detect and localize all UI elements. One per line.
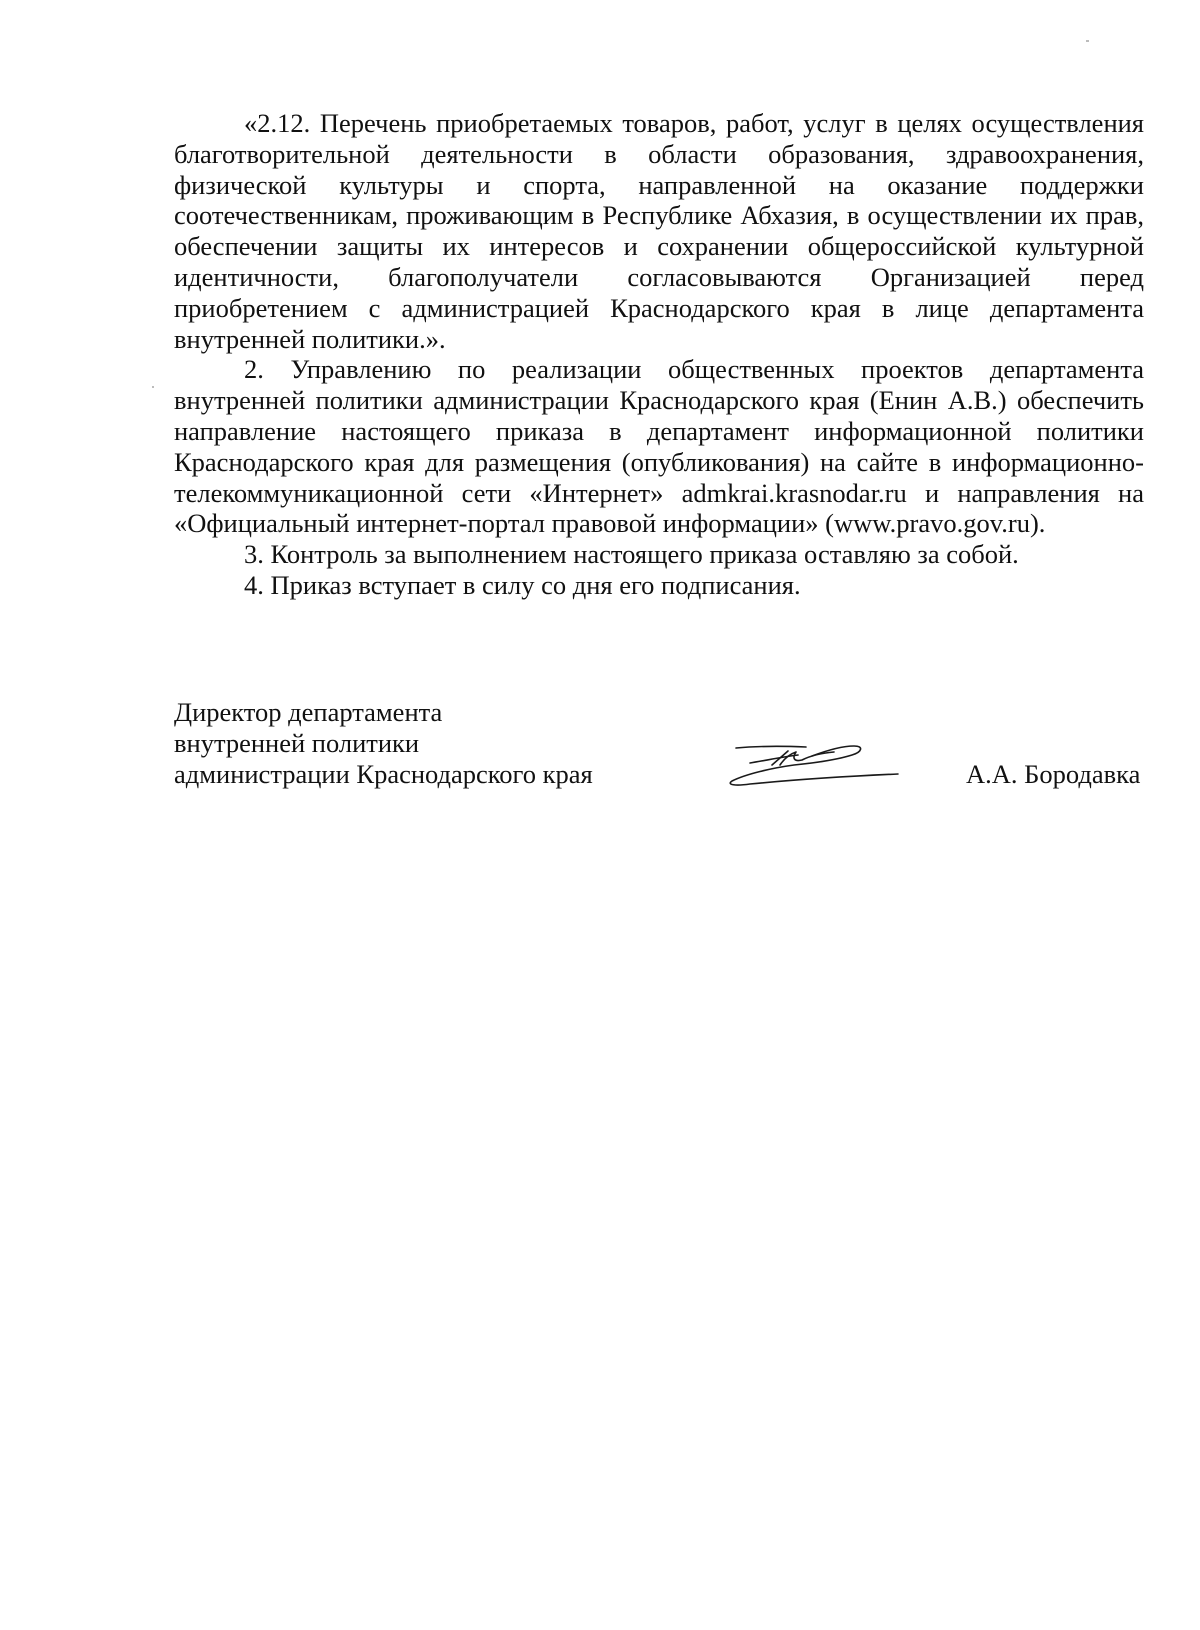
scan-artifact: [1086, 40, 1089, 42]
paragraph-4-effective-date: 4. Приказ вступает в силу со дня его подписания.: [244, 569, 801, 600]
paragraph-3-control: 3. Контроль за выполнением настоящего приказа оставляю за собой.: [244, 539, 1019, 570]
signer-name: А.А. Бородавка: [966, 759, 1141, 789]
paragraph-2-publication: 2. Управлению по реализации общественных проектов департамента внутренней политики администрации Краснодарского края (Енин А.В.) обеспечить направление настоящего приказа в департамент информационной политики Краснодарского края для размещения (опубликования) на сайте в информационно-телекоммуникационной сети «Интернет» admkrai.krasnodar.ru и направления на «Официальный интернет-портал правовой информации» (www.pravo.gov.ru).: [174, 354, 1144, 539]
signer-position-line-3: администрации Краснодарского края: [174, 759, 593, 789]
scan-artifact: [152, 386, 154, 388]
signer-position-line-1: Директор департамента: [174, 697, 443, 727]
handwritten-signature: [722, 743, 922, 805]
document-body: [174, 108, 1144, 601]
signature-block: [174, 697, 1154, 790]
paragraph-2-12-amendment: «2.12. Перечень приобретаемых товаров, работ, услуг в целях осуществления благотворительной деятельности в области образования, здравоохранения, физической культуры и спорта, направленной на оказание поддержки соотечественникам, проживающим в Республике Абхазия, в осуществлении их прав, обеспечении защиты их интересов и сохранении общероссийской культурной идентичности, благополучатели согласовываются Организацией перед приобретением с администрацией Краснодарского края в лице департамента внутренней политики.».: [174, 108, 1144, 354]
signer-position-line-2: внутренней политики: [174, 728, 420, 758]
